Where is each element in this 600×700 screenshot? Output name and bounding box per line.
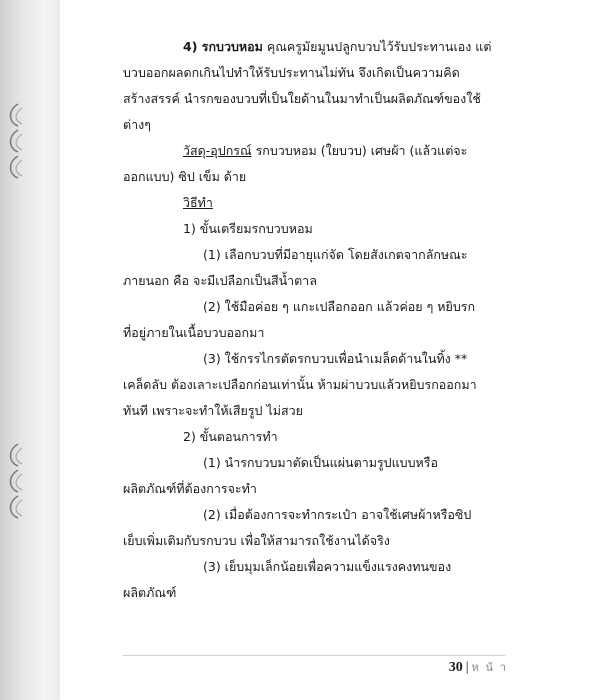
paragraph-text: คุณครูมัยมูนปลูกบวบไว้รับประทานเอง แต่: [262, 39, 492, 54]
step-title: 2) ขั้นตอนการทำ: [183, 429, 278, 444]
paragraph-text: สร้างสรรค์ นำรกของบวบที่เป็นใยด้านในมาทำเป็นผลิตภัณฑ์ของใช้: [123, 91, 481, 106]
materials-text: ออกแบบ) ซิป เข็ม ด้าย: [123, 169, 247, 184]
paragraph-text: บวบออกผลดกเกินไปทำให้รับประทานไม่ทัน จึงเกิดเป็นความคิด: [123, 65, 460, 80]
materials-label: วัสดุ-อุปกรณ์: [183, 143, 252, 158]
page-number: 30: [448, 660, 463, 675]
step-item-continued: เคล็ดลับ ต้องเลาะเปลือกก่อนเท่านั้น ห้ามผ่าบวบแล้วหยิบรกออกมา: [123, 377, 477, 392]
materials-text: รกบวบหอม (ใยบวบ) เศษผ้า (แล้วแต่จะ: [251, 143, 468, 158]
page-body: [123, 34, 513, 606]
step-item-continued: ผลิตภัณฑ์ที่ต้องการจะทำ: [123, 481, 257, 496]
decorative-ornament-icon: [4, 440, 28, 530]
section-heading: 4) รกบวบหอม: [183, 39, 263, 54]
step-item: (3) ใช้กรรไกรตัดรกบวบเพื่อนำเมล็ดด้านในทิ้ง **: [203, 351, 468, 366]
step-item-continued: ภายนอก คือ จะมีเปลือกเป็นสีน้ำตาล: [123, 273, 317, 288]
step-item-continued: ทันที เพราะจะทำให้เสียรูป ไม่สวย: [123, 403, 303, 418]
method-line: [123, 190, 513, 216]
step-title: 1) ขั้นเตรียมรกบวบหอม: [183, 221, 313, 236]
page-footer: [449, 658, 508, 676]
step-item: (1) นำรกบวบมาตัดเป็นแผ่นตามรูปแบบหรือ: [203, 455, 438, 470]
paragraph-text: ต่างๆ: [123, 117, 151, 132]
binding-shadow: [44, 0, 60, 700]
page-word: ห น้ า: [471, 662, 508, 674]
step-item: (3) เย็บมุมเล็กน้อยเพื่อความแข็งแรงคงทนของ: [203, 559, 452, 574]
step-item: (2) ใช้มือค่อย ๆ แกะเปลือกออก แล้วค่อย ๆ หยิบรก: [203, 299, 476, 314]
footer-separator: |: [465, 660, 469, 675]
step-item: (2) เมื่อต้องการจะทำกระเป๋า อาจใช้เศษผ้าหรือซิป: [203, 507, 472, 522]
book-binding-edge: [0, 0, 60, 700]
step-item-continued: ผลิตภัณฑ์: [123, 585, 177, 600]
footer-divider: [123, 655, 505, 656]
decorative-ornament-icon: [4, 100, 28, 190]
method-label: วิธีทำ: [183, 195, 213, 210]
step-item-continued: ที่อยู่ภายในเนื้อบวบออกมา: [123, 325, 265, 340]
step-item-continued: เย็บเพิ่มเติมกับรกบวบ เพื่อให้สามารถใช้งานได้จริง: [123, 533, 390, 548]
materials-line: [123, 138, 513, 164]
step-item: (1) เลือกบวบที่มีอายุแก่จัด โดยสังเกตจากลักษณะ: [203, 247, 468, 262]
section-intro-line: [123, 34, 513, 60]
